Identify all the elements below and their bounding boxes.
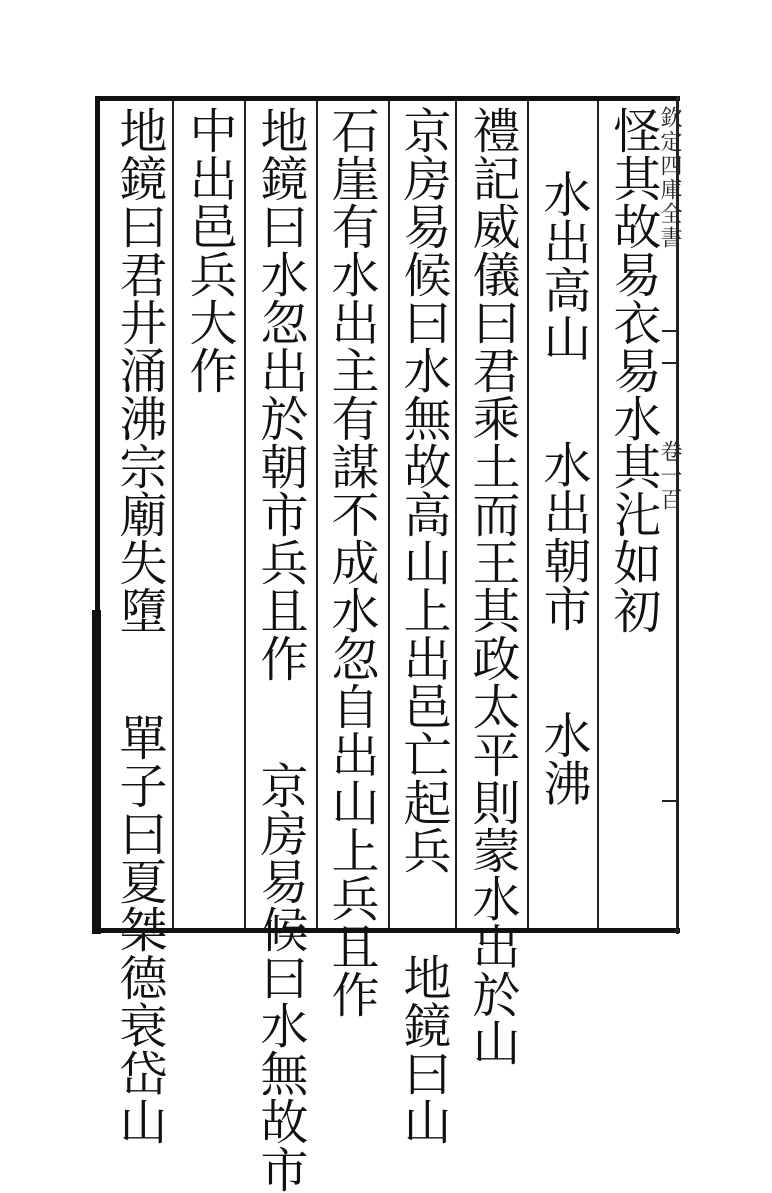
column-text: 水出朝市 bbox=[535, 439, 591, 632]
column-divider bbox=[172, 101, 174, 928]
margin-fishtail-mark bbox=[662, 330, 676, 332]
column-text: 禮記威儀曰君乘土而王其政太平則蒙水出於山 bbox=[464, 106, 520, 1066]
text-column-2 bbox=[534, 106, 592, 926]
column-text: 京房易候曰水無故市 bbox=[252, 760, 308, 1193]
column-text: 單子曰夏桀德衰岱山 bbox=[111, 712, 167, 1145]
text-column-8 bbox=[110, 106, 168, 1145]
text-column-3 bbox=[463, 106, 521, 1066]
column-divider bbox=[455, 101, 457, 928]
text-column-7 bbox=[180, 106, 238, 926]
frame-left-border-bold bbox=[92, 610, 101, 934]
margin-volume-label: 卷一百 bbox=[657, 440, 682, 512]
column-text: 地鏡曰水忽出於朝市兵且作 bbox=[252, 106, 308, 682]
column-text: 水出高山 bbox=[535, 169, 591, 362]
text-column-5 bbox=[322, 106, 380, 1018]
frame-bottom-border bbox=[95, 928, 680, 933]
column-divider bbox=[597, 101, 599, 928]
text-column-1 bbox=[604, 106, 662, 926]
column-text: 中出邑兵大作 bbox=[181, 106, 237, 394]
column-text: 京房易候曰水無故高山上出邑亡起兵 bbox=[395, 106, 451, 874]
margin-fishtail-mark bbox=[662, 800, 676, 802]
text-column-4 bbox=[394, 106, 452, 1145]
column-divider bbox=[388, 101, 390, 928]
margin-book-title: 欽定四庫全書 bbox=[657, 106, 682, 250]
column-text: 地鏡曰君井涌沸宗廟失墮 bbox=[111, 106, 167, 634]
column-divider bbox=[316, 101, 318, 928]
column-text: 地鏡曰山 bbox=[395, 952, 451, 1145]
column-text: 怪其故易衣易水其㲺如初 bbox=[605, 106, 661, 634]
column-text: 水沸 bbox=[535, 710, 591, 807]
margin-fishtail-mark bbox=[662, 362, 676, 364]
column-text: 石崖有水出主有謀不成水忽自出山上兵且作 bbox=[323, 106, 379, 1018]
text-column-6 bbox=[251, 106, 309, 1193]
column-divider bbox=[527, 101, 529, 928]
column-divider bbox=[244, 101, 246, 928]
